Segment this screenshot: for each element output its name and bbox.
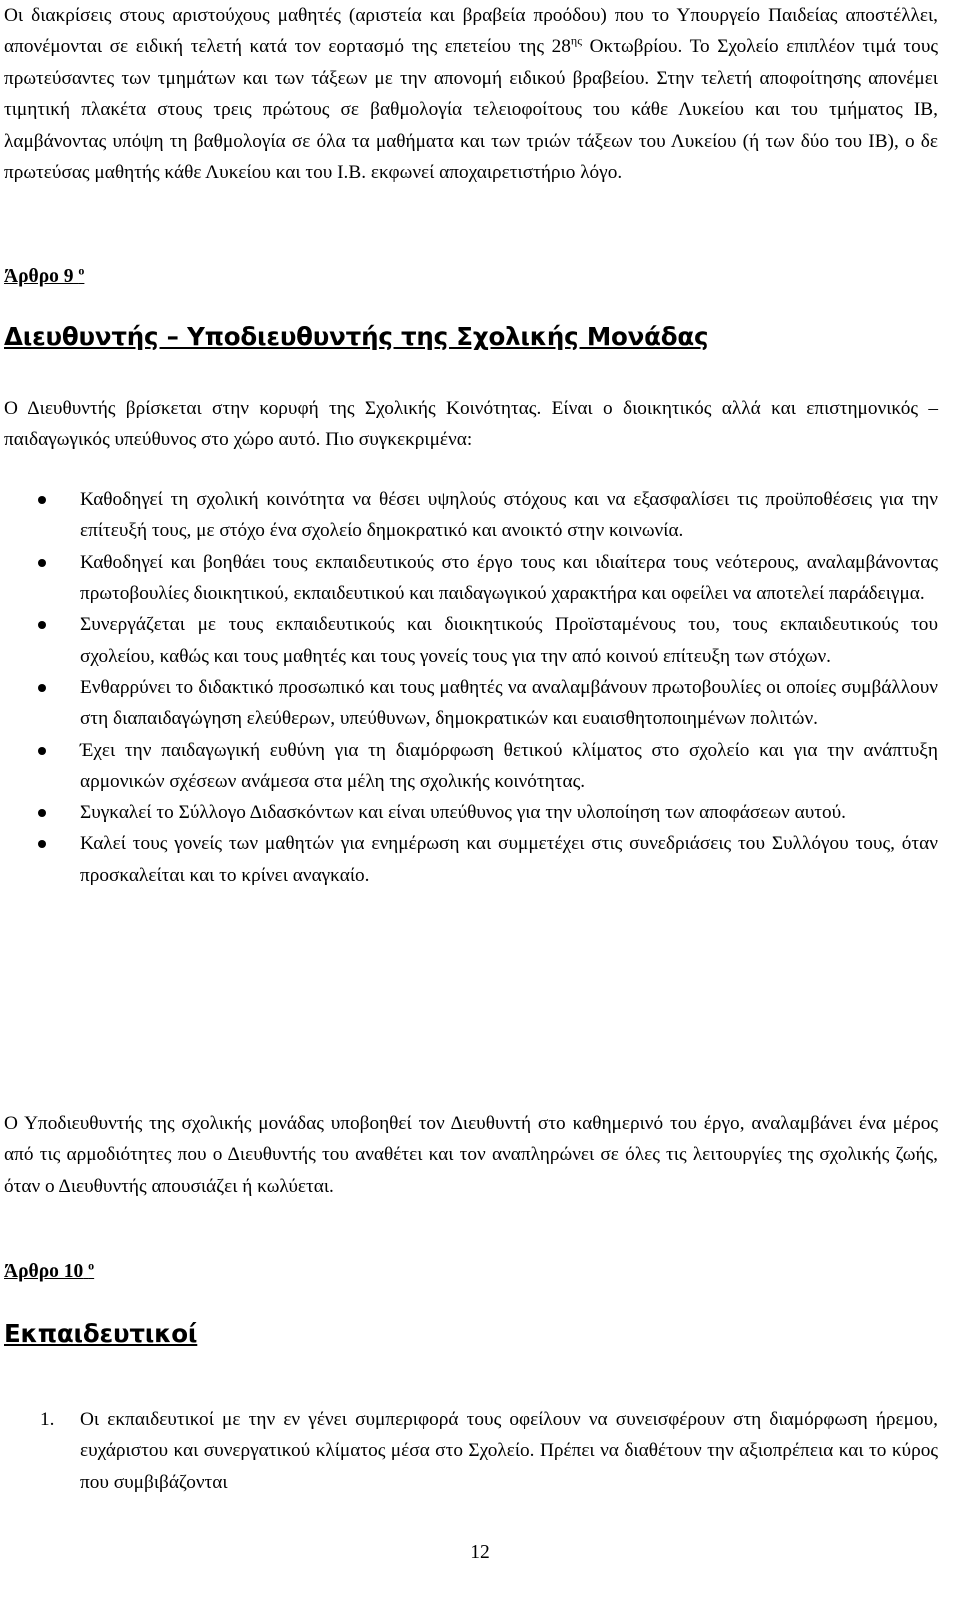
article-10-superscript: ο (88, 1258, 95, 1273)
list-item: Καλεί τους γονείς των μαθητών για ενημέρωση και συμμετέχει στις συνεδριάσεις του Συλλόγου τους, όταν προσκαλείται και το κρίνει αναγκαίο. (0, 828, 938, 891)
article-10-title: Εκπαιδευτικοί (4, 1319, 198, 1348)
bullet-icon (38, 747, 46, 755)
article-9-title: Διευθυντής – Υποδιευθυντής της Σχολικής Μονάδας (4, 322, 709, 351)
item-number: 1. (40, 1409, 55, 1430)
page-number: 12 (470, 1542, 490, 1563)
list-item: Καθοδηγεί και βοηθάει τους εκπαιδευτικούς στο έργο τους και ιδιαίτερα τους νεότερους, αναλαμβάνοντας πρωτοβουλίες διοικητικού, εκπαιδευτικού και παιδαγωγικού χαρακτήρα και οφείλει να αποτελεί παράδειγμα. (0, 547, 938, 610)
list-item: Ενθαρρύνει το διδακτικό προσωπικό και τους μαθητές να αναλαμβάνουν πρωτοβουλίες οι οποίες συμβάλλουν στη διαπαιδαγώγηση ελεύθερων, υπεύθυνων, δημοκρατικών και ευαισθητοποιημένων πολιτών. (0, 672, 938, 735)
intro-text-end: Οκτωβρίου. Το Σχολείο επιπλέον τιμά τους πρωτεύσαντες των τμημάτων και των τάξεων με την απονομή ειδικού βραβείου. Στην τελετή αποφοίτησης απονέμει τιμητική πλακέτα στους τρεις πρώτους σε βαθμολογία τελειοφοίτους του κάθε Λυκείου και του τμήματος ΙΒ, λαμβάνοντας υπόψη τη βαθμολογία σε όλα τα μαθήματα και των τριών τάξεων του Λυκείου (ή των δύο του ΙΒ), ο δε πρωτεύσας μαθητής κάθε Λυκείου και του Ι.Β. εκφωνεί αποχαιρετιστήριο λόγο. (4, 36, 938, 184)
article-10-label: Άρθρο 10 (4, 1261, 84, 1282)
director-duties-list (0, 484, 938, 891)
bullet-icon (38, 840, 46, 848)
article-9-superscript: ο (78, 263, 85, 278)
deputy-director-paragraph: Ο Υποδιευθυντής της σχολικής μονάδας υποβοηθεί τον Διευθυντή στο καθημερινό του έργο, αναλαμβάνει ένα μέρος από τις αρμοδιότητες που ο Διευθυντής του αναθέτει και τον αναπληρώνει σε όλες τις λειτουργίες της σχολικής ζωής, όταν ο Διευθυντής απουσιάζει ή κωλύεται. (4, 1113, 938, 1197)
ordinal-superscript: ης (570, 33, 582, 48)
bullet-icon (38, 621, 46, 629)
bullet-icon (38, 559, 46, 567)
article-9-label: Άρθρο 9 (4, 266, 74, 287)
article-9-intro: Ο Διευθυντής βρίσκεται στην κορυφή της Σχολικής Κοινότητας. Είναι ο διοικητικός αλλά και επιστημονικός – παιδαγωγικός υπεύθυνος στο χώρο αυτό. Πιο συγκεκριμένα: (4, 398, 938, 451)
list-item: 1. Οι εκπαιδευτικοί με την εν γένει συμπεριφορά τους οφείλουν να συνεισφέρουν στη διαμόρφωση ήρεμου, ευχάριστου και συνεργατικού κλίματος μέσα στο Σχολείο. Πρέπει να διαθέτουν την αξιοπρέπεια και το κύρος που συμβιβάζονται (0, 1404, 938, 1498)
bullet-icon (38, 496, 46, 504)
list-item: Συγκαλεί το Σύλλογο Διδασκόντων και είναι υπεύθυνος για την υλοποίηση των αποφάσεων αυτού. (0, 797, 938, 828)
list-item: Έχει την παιδαγωγική ευθύνη για τη διαμόρφωση θετικού κλίματος στο σχολείο και για την ανάπτυξη αρμονικών σχέσεων ανάμεσα στα μέλη της σχολικής κοινότητας. (0, 735, 938, 798)
intro-paragraph (4, 0, 938, 188)
list-item: Συνεργάζεται με τους εκπαιδευτικούς και διοικητικούς Προϊσταμένους του, τους εκπαιδευτικούς του σχολείου, καθώς και τους μαθητές και τους γονείς τους για την από κοινού επίτευξη των στόχων. (0, 609, 938, 672)
teachers-list (0, 1404, 938, 1498)
intro-text-start: Οι διακρίσεις στους αριστούχους μαθητές (αριστεία και βραβεία προόδου) που το Υπουργείο Παιδείας αποστέλλει, απονέμονται σε ειδική τελετή κατά τον εορτασμό της επετείου της 28 (4, 5, 938, 58)
bullet-icon (38, 684, 46, 692)
list-item: Καθοδηγεί τη σχολική κοινότητα να θέσει υψηλούς στόχους και να εξασφαλίσει τις προϋποθέσεις για την επίτευξή τους, με στόχο ένα σχολείο δημοκρατικό και ανοικτό στην κοινωνία. (0, 484, 938, 547)
article-9-heading (4, 263, 85, 288)
article-10-heading (4, 1258, 95, 1283)
bullet-icon (38, 809, 46, 817)
